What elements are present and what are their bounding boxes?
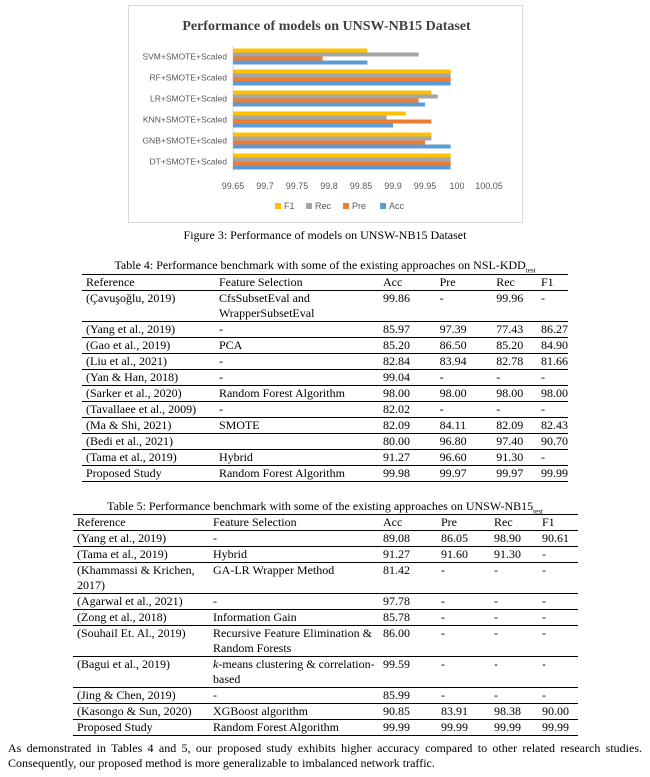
table-row <box>82 418 568 434</box>
table-cell: - <box>538 626 578 657</box>
header-cell: Pre <box>437 515 490 531</box>
table-cell: - <box>538 547 578 563</box>
table-cell: 85.99 <box>379 688 437 704</box>
table-cell: 83.94 <box>436 354 493 370</box>
table-row <box>82 434 568 450</box>
legend-label: Rec <box>315 201 332 211</box>
bar-pre <box>233 99 419 103</box>
table-cell: (Tavallaee et al., 2009) <box>82 402 215 418</box>
table-cell: (Gao et al., 2019) <box>82 338 215 354</box>
table-cell: - <box>209 531 379 547</box>
table-cell: 81.42 <box>379 563 437 594</box>
x-tick-label: 99.8 <box>320 181 338 191</box>
table-cell: Proposed Study <box>73 720 209 736</box>
table-cell: - <box>437 657 490 688</box>
header-cell: Acc <box>379 515 437 531</box>
table-row <box>73 531 578 547</box>
table5-caption: Table 5: Performance benchmark with some of the existing approaches on UNSW-$NB15_{test}$ <box>107 499 543 516</box>
table-cell: (Sarker et al., 2020) <box>82 386 215 402</box>
table-cell <box>215 434 379 450</box>
bar-rec <box>233 158 451 162</box>
table-cell: 91.30 <box>492 450 537 466</box>
table-cell: 82.84 <box>379 354 436 370</box>
table-cell: 98.00 <box>492 386 537 402</box>
table-cell: - <box>537 370 568 386</box>
table-cell: 98.90 <box>490 531 538 547</box>
bar-acc <box>233 82 451 86</box>
table-cell: 98.00 <box>436 386 493 402</box>
table-cell: - <box>538 594 578 610</box>
table-row <box>73 688 578 704</box>
bar-rec <box>233 74 451 78</box>
table-row <box>82 322 568 338</box>
table-cell: CfsSubsetEval and WrapperSubsetEval <box>215 291 379 322</box>
table-cell: 99.99 <box>538 720 578 736</box>
table-cell: 81.66 <box>537 354 568 370</box>
table-cell: - <box>492 402 537 418</box>
table-cell: 82.09 <box>492 418 537 434</box>
bar-acc <box>233 166 451 170</box>
legend-swatch <box>306 203 312 209</box>
table-cell: (Yang et al., 2019) <box>73 531 209 547</box>
table-header-row <box>82 275 568 291</box>
table-row <box>73 594 578 610</box>
performance-chart <box>128 5 523 223</box>
table-cell: 82.09 <box>379 418 436 434</box>
x-tick-label: 99.9 <box>384 181 402 191</box>
table-row <box>73 547 578 563</box>
table-row <box>82 386 568 402</box>
table-cell: - <box>437 594 490 610</box>
table-row <box>73 657 578 688</box>
table-row <box>82 354 568 370</box>
table-cell: 86.50 <box>436 338 493 354</box>
table-cell: - <box>538 688 578 704</box>
bar-f1 <box>233 112 406 116</box>
header-cell: Feature Selection <box>215 275 379 291</box>
table-cell: - <box>538 563 578 594</box>
x-tick-label: 100 <box>449 181 465 191</box>
category-label: DT+SMOTE+Scaled <box>149 156 227 167</box>
table-cell: 91.30 <box>490 547 538 563</box>
table-cell: 86.05 <box>437 531 490 547</box>
table-cell: - <box>490 688 538 704</box>
table-cell: 90.70 <box>537 434 568 450</box>
table-cell: Random Forest Algorithm <box>215 466 379 482</box>
table-cell: Hybrid <box>215 450 379 466</box>
table-cell: Hybrid <box>209 547 379 563</box>
table-cell: (Bagui et al., 2019) <box>73 657 209 688</box>
table-cell: 99.97 <box>436 466 493 482</box>
category-label: LR+SMOTE+Scaled <box>149 93 227 104</box>
table-cell: - <box>490 626 538 657</box>
header-cell: Rec <box>490 515 538 531</box>
table-cell: (Jing & Chen, 2019) <box>73 688 209 704</box>
table-cell: PCA <box>215 338 379 354</box>
x-tick-label: 99.85 <box>349 181 373 191</box>
table-row <box>73 720 578 736</box>
table-cell: - <box>215 402 379 418</box>
figure-caption: Figure 3: Performance of models on UNSW-NB15 Dataset <box>183 228 467 242</box>
table-header-row <box>73 515 578 531</box>
table-cell: - <box>490 610 538 626</box>
table-cell: 99.99 <box>379 720 437 736</box>
bar-pre <box>233 78 451 82</box>
bar-f1 <box>233 91 431 95</box>
table-cell: (Liu et al., 2021) <box>82 354 215 370</box>
bar-rec <box>233 116 387 120</box>
table-cell: (Yan & Han, 2018) <box>82 370 215 386</box>
table-cell: GA-LR Wrapper Method <box>209 563 379 594</box>
table-cell: 97.78 <box>379 594 437 610</box>
italic-k: k <box>213 657 219 671</box>
bar-f1 <box>233 154 451 158</box>
table-cell: - <box>490 657 538 688</box>
table-cell: - <box>209 594 379 610</box>
table-row <box>73 704 578 720</box>
bar-rec <box>233 53 419 57</box>
table4-caption: Table 4: Performance benchmark with some of the existing approaches on NSL-$KDD_{test}$ <box>114 258 536 275</box>
table-cell: 90.85 <box>379 704 437 720</box>
table-row <box>73 610 578 626</box>
table-row <box>82 370 568 386</box>
table-cell: 99.96 <box>492 291 537 322</box>
table-cell: - <box>215 354 379 370</box>
header-cell: Reference <box>82 275 215 291</box>
table-cell: Information Gain <box>209 610 379 626</box>
bar-acc <box>233 124 393 128</box>
table-cell: - <box>437 626 490 657</box>
table-cell: - <box>538 610 578 626</box>
table-cell: (Souhail Et. Al., 2019) <box>73 626 209 657</box>
bar-pre <box>233 120 431 124</box>
bar-f1 <box>233 70 451 74</box>
header-cell: Rec <box>492 275 537 291</box>
bar-pre <box>233 141 425 145</box>
table-cell: 99.99 <box>437 720 490 736</box>
table-cell: 91.27 <box>379 450 436 466</box>
bar-acc <box>233 145 451 149</box>
table-cell: (Tama et al., 2019) <box>82 450 215 466</box>
table-row <box>73 626 578 657</box>
bar-pre <box>233 57 323 61</box>
table-cell: 86.00 <box>379 626 437 657</box>
table-cell: 82.02 <box>379 402 436 418</box>
table-cell <box>209 657 379 688</box>
table-cell: 97.40 <box>492 434 537 450</box>
header-cell: Pre <box>436 275 493 291</box>
table-cell: (Zong et al., 2018) <box>73 610 209 626</box>
table-cell: - <box>490 563 538 594</box>
table-cell: 82.43 <box>537 418 568 434</box>
table-cell: 99.98 <box>379 466 436 482</box>
table-cell: 77.43 <box>492 322 537 338</box>
table-cell: 80.00 <box>379 434 436 450</box>
x-tick-label: 99.75 <box>285 181 309 191</box>
legend-swatch <box>380 203 386 209</box>
x-tick-label: 100.05 <box>475 181 503 191</box>
table-cell: - <box>436 370 493 386</box>
table-cell: - <box>436 402 493 418</box>
table-cell: 99.99 <box>490 720 538 736</box>
category-label: KNN+SMOTE+Scaled <box>142 114 227 125</box>
table-cell: 89.08 <box>379 531 437 547</box>
table-cell: - <box>538 657 578 688</box>
table-cell: 97.39 <box>436 322 493 338</box>
table-cell: (Bedi et al., 2021) <box>82 434 215 450</box>
table-cell: XGBoost algorithm <box>209 704 379 720</box>
bar-f1 <box>233 49 367 53</box>
table-cell: - <box>492 370 537 386</box>
table-cell: - <box>436 291 493 322</box>
table-row <box>82 450 568 466</box>
table-cell: 96.60 <box>436 450 493 466</box>
chart-svg <box>129 6 524 224</box>
table5 <box>73 514 578 736</box>
table-row <box>82 402 568 418</box>
table-cell: - <box>490 594 538 610</box>
table-cell: - <box>437 688 490 704</box>
x-tick-label: 99.7 <box>256 181 274 191</box>
table-cell: 98.00 <box>379 386 436 402</box>
table-cell: 90.00 <box>538 704 578 720</box>
legend-label: Acc <box>389 201 405 211</box>
legend-label: F1 <box>284 201 295 211</box>
table-cell: Proposed Study <box>82 466 215 482</box>
table-cell: 85.20 <box>379 338 436 354</box>
bar-f1 <box>233 133 431 137</box>
table-cell: - <box>537 450 568 466</box>
table4 <box>82 274 568 482</box>
header-cell: Reference <box>73 515 209 531</box>
table-cell: 96.80 <box>436 434 493 450</box>
bar-acc <box>233 103 425 107</box>
table-cell: - <box>437 563 490 594</box>
header-cell: F1 <box>537 275 568 291</box>
table-cell: 99.86 <box>379 291 436 322</box>
header-cell: F1 <box>538 515 578 531</box>
table-cell: 91.60 <box>437 547 490 563</box>
table-cell: 99.04 <box>379 370 436 386</box>
legend-label: Pre <box>352 201 367 211</box>
category-label: RF+SMOTE+Scaled <box>149 72 227 83</box>
table-cell: - <box>215 370 379 386</box>
table-cell: (Khammassi & Krichen, 2017) <box>73 563 209 594</box>
bar-acc <box>233 61 367 65</box>
table-cell: 91.27 <box>379 547 437 563</box>
conclusion-paragraph: As demonstrated in Tables 4 and 5, our proposed study exhibits higher accuracy compared to other related research studies. Consequently, our proposed method is more generalizable to imbalanced network traffic. <box>8 741 642 770</box>
table-cell: 98.00 <box>537 386 568 402</box>
table-cell: Random Forest Algorithm <box>215 386 379 402</box>
cell-rest: -means clustering & correlation-based <box>213 657 375 686</box>
table-cell: (Yang et al., 2019) <box>82 322 215 338</box>
bar-rec <box>233 95 438 99</box>
category-label: GNB+SMOTE+Scaled <box>142 135 227 146</box>
table-cell: Recursive Feature Elimination & Random Forests <box>209 626 379 657</box>
table-cell: 99.59 <box>379 657 437 688</box>
x-tick-label: 99.95 <box>413 181 437 191</box>
table-cell: 99.97 <box>492 466 537 482</box>
table-cell: 85.20 <box>492 338 537 354</box>
x-tick-label: 99.65 <box>221 181 245 191</box>
table-cell: 99.99 <box>537 466 568 482</box>
table-cell: Random Forest Algorithm <box>209 720 379 736</box>
bar-rec <box>233 137 431 141</box>
table-cell: 84.11 <box>436 418 493 434</box>
table-cell: 84.90 <box>537 338 568 354</box>
header-cell: Acc <box>379 275 436 291</box>
table-cell: SMOTE <box>215 418 379 434</box>
table-row <box>73 563 578 594</box>
table-cell: - <box>537 291 568 322</box>
table-row <box>82 291 568 322</box>
table-cell: - <box>215 322 379 338</box>
table-cell: 85.78 <box>379 610 437 626</box>
table-cell: (Agarwal et al., 2021) <box>73 594 209 610</box>
table-cell: 90.61 <box>538 531 578 547</box>
table-cell: 86.27 <box>537 322 568 338</box>
legend-swatch <box>275 203 281 209</box>
header-cell: Feature Selection <box>209 515 379 531</box>
table-cell: - <box>437 610 490 626</box>
table-cell: - <box>537 402 568 418</box>
table-cell: (Tama et al., 2019) <box>73 547 209 563</box>
category-label: SVM+SMOTE+Scaled <box>142 51 227 62</box>
bar-pre <box>233 162 451 166</box>
table-row <box>82 466 568 482</box>
table-cell: (Çavuşoğlu, 2019) <box>82 291 215 322</box>
table-cell: 83.91 <box>437 704 490 720</box>
chart-title: Performance of models on UNSW-NB15 Dataset <box>182 19 471 34</box>
table-cell: 82.78 <box>492 354 537 370</box>
table-row <box>82 338 568 354</box>
table-cell: (Ma & Shi, 2021) <box>82 418 215 434</box>
legend-swatch <box>343 203 349 209</box>
table-cell: 98.38 <box>490 704 538 720</box>
table-cell: 85.97 <box>379 322 436 338</box>
table-cell: (Kasongo & Sun, 2020) <box>73 704 209 720</box>
table-cell: - <box>209 688 379 704</box>
